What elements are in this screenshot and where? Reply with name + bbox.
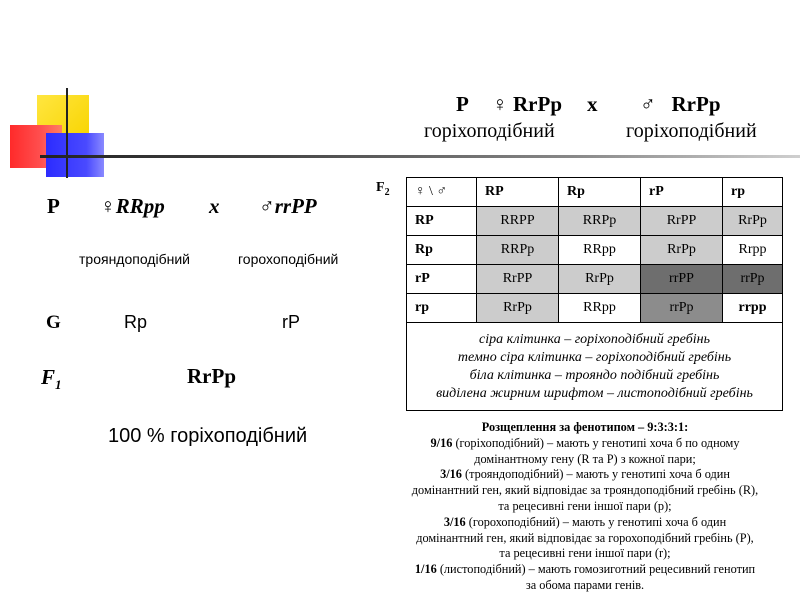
split-line: домінантний ген, який відповідає за горохоподібний гребінь (P), bbox=[416, 530, 754, 545]
row-header: rp bbox=[407, 294, 477, 323]
punnett-legend bbox=[407, 323, 783, 411]
gamete-female: Rp bbox=[124, 312, 148, 332]
horizontal-rule bbox=[40, 155, 800, 158]
left-female-phenotype: трояндоподібний bbox=[79, 251, 190, 267]
top-female-phenotype: горіхоподібний bbox=[424, 120, 555, 142]
top-male-phenotype: горіхоподібний bbox=[626, 120, 757, 142]
split-line: 9/16 (горіхоподібний) – мають у генотипі хоча б по одному bbox=[430, 435, 740, 450]
genotype-cell: RRPp bbox=[477, 236, 559, 265]
row-header: RP bbox=[407, 207, 477, 236]
punnett-row bbox=[407, 207, 783, 236]
legend-line: сіра клітинка – горіхоподібний гребінь bbox=[479, 331, 710, 347]
punnett-square bbox=[406, 177, 783, 411]
punnett-row bbox=[407, 236, 783, 265]
legend-line: біла клітинка – трояндо подібний гребінь bbox=[469, 367, 720, 383]
row-header: Rp bbox=[407, 236, 477, 265]
genotype-cell: RrPp bbox=[477, 294, 559, 323]
phenotype-split-explanation bbox=[380, 420, 790, 594]
gamete-male: rP bbox=[282, 312, 300, 332]
genotype-cell: rrpp bbox=[723, 294, 783, 323]
corner-cell: ♀ \ ♂ bbox=[407, 178, 477, 207]
genotype-cell: RRPP bbox=[477, 207, 559, 236]
row-header: rP bbox=[407, 265, 477, 294]
genotype-cell: RrPP bbox=[477, 265, 559, 294]
split-title: Розщеплення за фенотипом – 9:3:3:1: bbox=[481, 420, 689, 434]
legend-line: темно сіра клітинка – горіхоподібний гребінь bbox=[457, 349, 732, 365]
genotype-cell: RrPp bbox=[559, 265, 641, 294]
genotype-cell: RRPp bbox=[559, 207, 641, 236]
split-line: домінантному гену (R та P) з кожної пари; bbox=[474, 451, 696, 466]
genotype-cell: RrPp bbox=[641, 236, 723, 265]
left-male-genotype: ♂rrPP bbox=[259, 194, 317, 218]
vertical-rule bbox=[66, 88, 68, 178]
gametes-label: G bbox=[46, 312, 61, 333]
split-line: та рецесивні гени іншої пари (p); bbox=[498, 498, 672, 513]
left-male-phenotype: горохоподібний bbox=[238, 251, 339, 267]
genotype-cell: rrPp bbox=[641, 294, 723, 323]
top-male-genotype: ♂ RrPp bbox=[640, 92, 721, 116]
f1-label: $F_1$ bbox=[41, 365, 62, 393]
left-female-genotype: ♀RRpp bbox=[100, 194, 165, 218]
split-line: домінантний ген, який відповідає за трояндоподібний гребінь (R), bbox=[411, 483, 759, 498]
top-cross-symbol: x bbox=[587, 92, 598, 116]
top-p-label: P bbox=[456, 92, 469, 116]
split-line: за обома парами генів. bbox=[525, 577, 645, 592]
genotype-cell: RrPP bbox=[641, 207, 723, 236]
punnett-header-row bbox=[407, 178, 783, 207]
genotype-cell: RRpp bbox=[559, 236, 641, 265]
punnett-row bbox=[407, 265, 783, 294]
f1-phenotype-percent: 100 % горіхоподібний bbox=[108, 425, 308, 447]
genotype-cell: RrPp bbox=[723, 207, 783, 236]
genotype-cell: Rrpp bbox=[723, 236, 783, 265]
left-p-label: P bbox=[47, 194, 60, 218]
legend-line: виділена жирним шрифтом – листоподібний гребінь bbox=[436, 385, 753, 401]
f1-genotype: RrPp bbox=[187, 364, 236, 388]
split-line: 1/16 (листоподібний) – мають гомозиготний рецесивний генотип bbox=[414, 562, 756, 577]
genotype-cell: rrPP bbox=[641, 265, 723, 294]
genotype-cell: RRpp bbox=[559, 294, 641, 323]
col-header: RP bbox=[477, 178, 559, 207]
split-line: 3/16 (горохоподібний) – мають у генотипі хоча б один bbox=[443, 514, 727, 529]
top-female-genotype: ♀ RrPp bbox=[492, 92, 562, 116]
split-line: та рецесивні гени іншої пари (r); bbox=[499, 546, 671, 561]
f2-label: $F_2$ bbox=[376, 180, 390, 198]
col-header: rp bbox=[723, 178, 783, 207]
punnett-row bbox=[407, 294, 783, 323]
punnett-legend-row bbox=[407, 323, 783, 411]
col-header: rP bbox=[641, 178, 723, 207]
genotype-cell: rrPp bbox=[723, 265, 783, 294]
split-line: 3/16 (трояндоподібний) – мають у генотипі хоча б один bbox=[440, 467, 730, 482]
left-cross-symbol: x bbox=[209, 194, 220, 218]
col-header: Rp bbox=[559, 178, 641, 207]
